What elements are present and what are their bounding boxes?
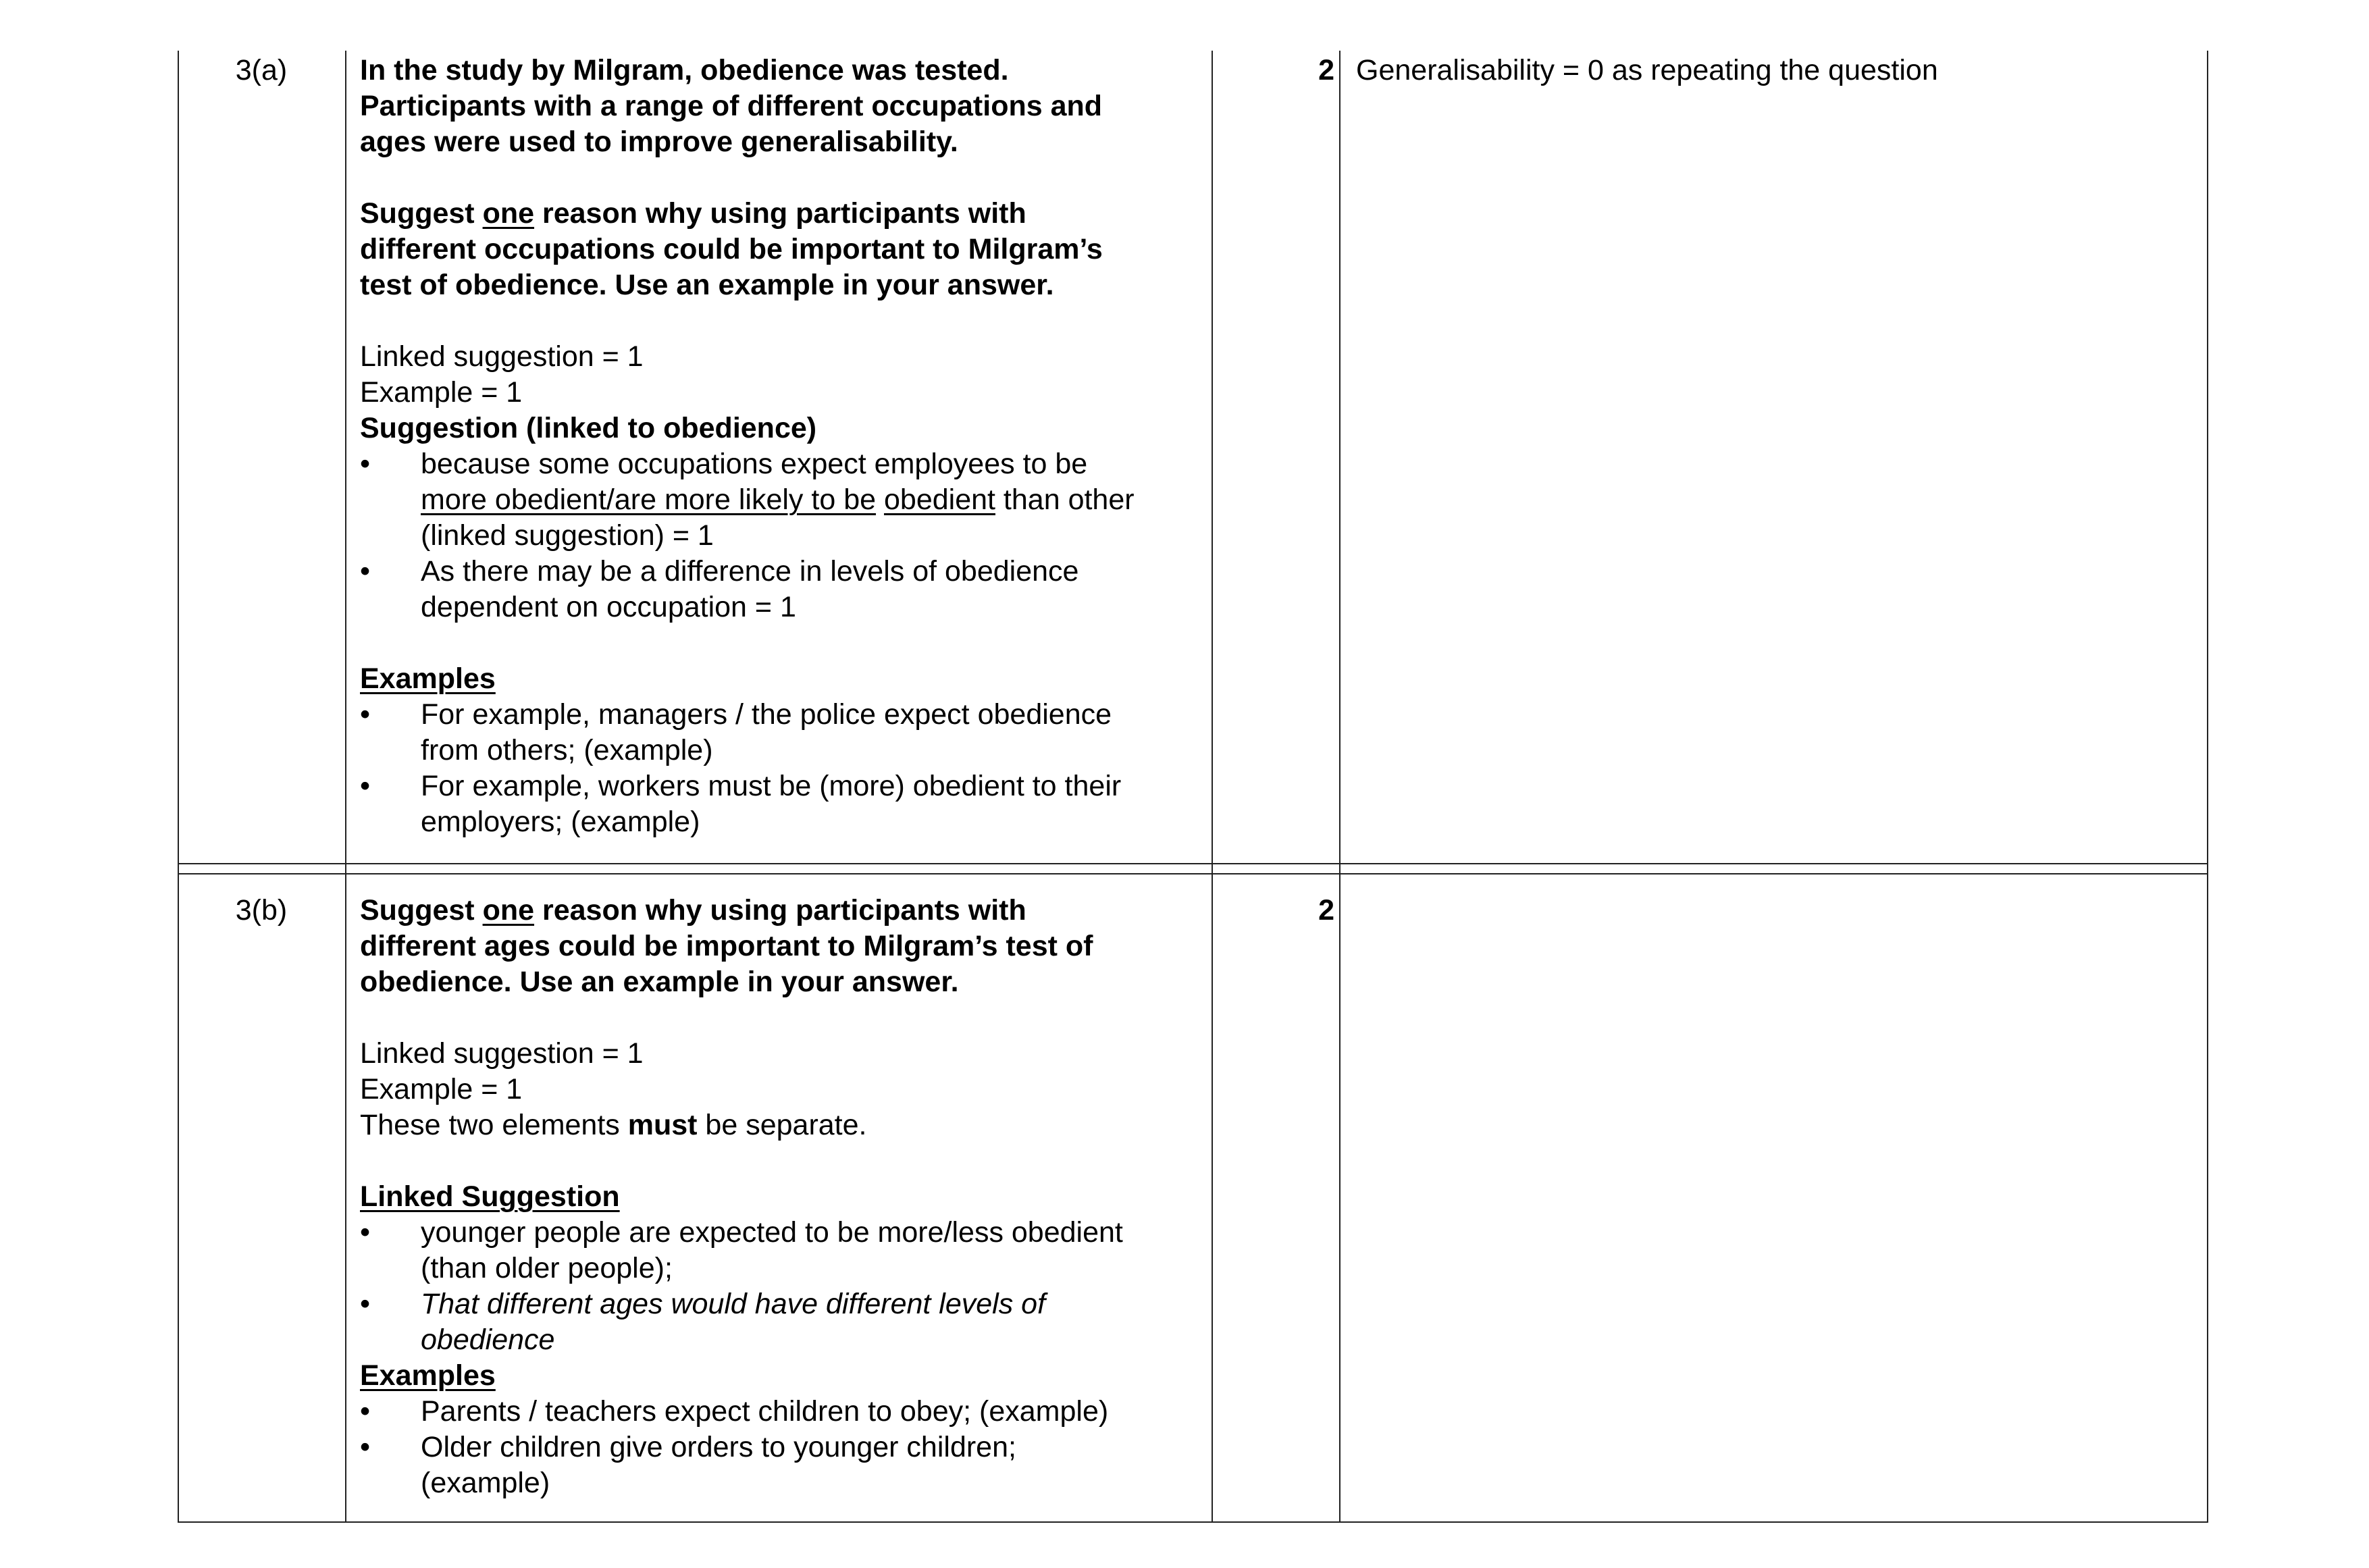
list-item: • younger people are expected to be more/less obedient (than older people); [360, 1216, 1123, 1284]
question-intro: ages were used to improve generalisability. [360, 126, 958, 158]
suggestion-list [360, 446, 1211, 625]
table-border-left [178, 51, 179, 1523]
list-item: • For example, workers must be (more) obedient to their employers; (example) [360, 770, 1122, 838]
column-divider [345, 51, 346, 1523]
table-border-right [2207, 51, 2208, 1523]
mark-allocation: Linked suggestion = 1 [360, 340, 644, 373]
bullet-icon: • [360, 770, 371, 802]
answer-cell-3b [360, 893, 1211, 1501]
bullet-icon: • [360, 1216, 371, 1249]
marks-value: 2 [1318, 894, 1334, 926]
examples-list [360, 1394, 1211, 1501]
bullet-icon: • [360, 1395, 371, 1428]
mark-allocation: Example = 1 [360, 376, 523, 409]
list-item: • That different ages would have different levels of obedience [360, 1288, 1046, 1356]
answer-cell-3a [360, 53, 1211, 840]
question-task: Suggest one reason why using participants with [360, 197, 1026, 230]
suggestion-heading: Linked Suggestion [360, 1180, 620, 1213]
examples-heading: Examples [360, 662, 496, 695]
column-divider [1339, 51, 1340, 1523]
bullet-icon: • [360, 448, 371, 480]
bullet-icon: • [360, 555, 371, 587]
mark-scheme-table [178, 51, 2208, 1523]
question-task: Suggest one reason why using participants with [360, 894, 1026, 926]
mark-allocation: Linked suggestion = 1 [360, 1037, 644, 1070]
suggestion-heading: Suggestion (linked to obedience) [360, 412, 817, 444]
examples-heading: Examples [360, 1359, 496, 1392]
question-intro: In the study by Milgram, obedience was tested. [360, 54, 1009, 86]
row-separator [178, 873, 2208, 874]
question-number: 3(b) [235, 894, 288, 926]
question-intro: Participants with a range of different occupations and [360, 90, 1103, 122]
table-border-bottom [178, 1521, 2208, 1523]
list-item: • As there may be a difference in levels of obedience dependent on occupation = 1 [360, 555, 1079, 623]
list-item: • For example, managers / the police expect obedience from others; (example) [360, 698, 1112, 766]
separate-note: These two elements must be separate. [360, 1109, 867, 1141]
question-task: different ages could be important to Milgram’s test of [360, 930, 1093, 962]
question-number: 3(a) [235, 54, 288, 86]
question-task: test of obedience. Use an example in your answer. [360, 269, 1054, 301]
bullet-icon: • [360, 1431, 371, 1463]
list-item: • Parents / teachers expect children to obey; (example) [360, 1394, 1211, 1430]
guidance-text: Generalisability = 0 as repeating the question [1356, 54, 1938, 86]
list-item: • Older children give orders to younger children; (example) [360, 1431, 1016, 1499]
question-task: obedience. Use an example in your answer. [360, 966, 959, 998]
bullet-icon: • [360, 698, 371, 731]
mark-allocation: Example = 1 [360, 1073, 523, 1105]
question-task: different occupations could be important to Milgram’s [360, 233, 1103, 265]
list-item: • because some occupations expect employees to be more obedient/are more likely to be obedient than other (linked suggestion) = 1 [360, 448, 1135, 552]
bullet-icon: • [360, 1288, 371, 1320]
row-separator [178, 863, 2208, 864]
suggestion-list [360, 1215, 1211, 1358]
marks-value: 2 [1318, 54, 1334, 86]
examples-list [360, 697, 1211, 840]
column-divider [1212, 51, 1213, 1523]
